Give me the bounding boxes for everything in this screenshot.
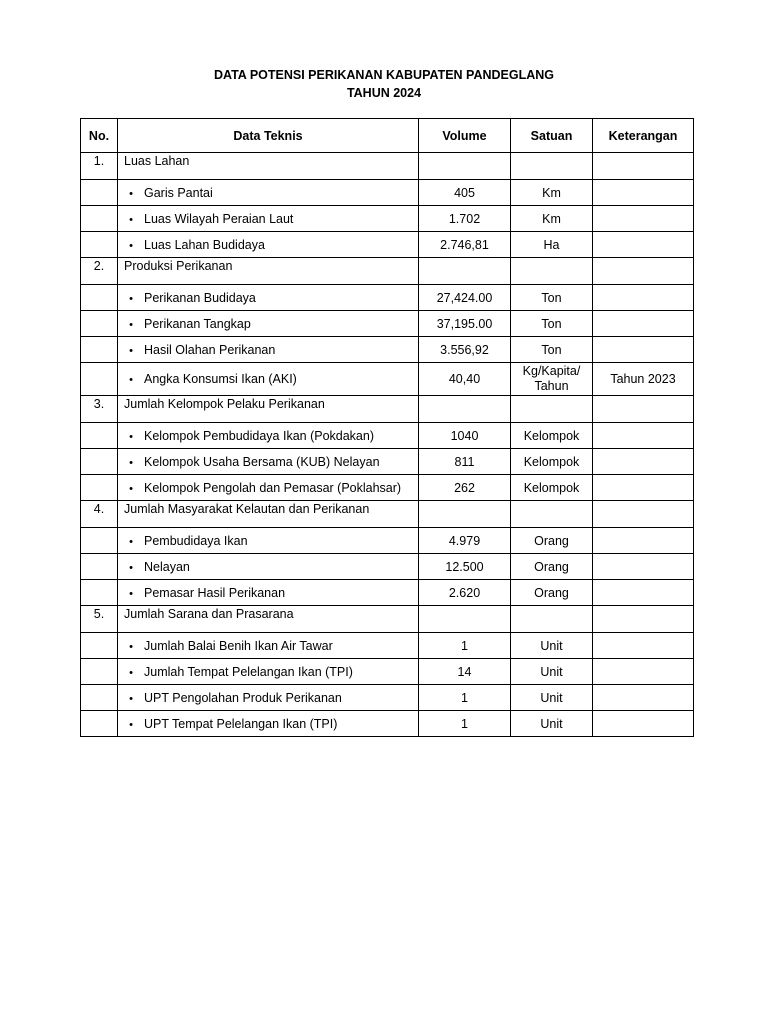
empty-cell (593, 258, 694, 285)
item-note (593, 423, 694, 449)
item-volume: 811 (419, 449, 511, 475)
item-unit: Orang (511, 554, 593, 580)
item-volume: 4.979 (419, 528, 511, 554)
item-note (593, 180, 694, 206)
fisheries-data-table (80, 118, 694, 737)
item-cell (118, 659, 419, 685)
item-label: Pemasar Hasil Perikanan (144, 585, 286, 600)
item-label: Jumlah Balai Benih Ikan Air Tawar (144, 638, 333, 653)
item-note (593, 337, 694, 363)
empty-cell (511, 501, 593, 528)
table-row (81, 685, 694, 711)
empty-cell (593, 606, 694, 633)
bullet-icon: • (129, 456, 133, 469)
item-note (593, 449, 694, 475)
item-note (593, 659, 694, 685)
bullet-icon: • (129, 692, 133, 705)
item-unit: Ton (511, 337, 593, 363)
item-cell (118, 633, 419, 659)
empty-cell (81, 232, 118, 258)
item-unit: Unit (511, 711, 593, 737)
item-unit: Ton (511, 311, 593, 337)
empty-cell (511, 153, 593, 180)
empty-cell (419, 501, 511, 528)
table-row (81, 180, 694, 206)
item-unit: Kelompok (511, 475, 593, 501)
item-note (593, 711, 694, 737)
bullet-icon: • (129, 640, 133, 653)
item-volume: 1 (419, 685, 511, 711)
item-volume: 37,195.00 (419, 311, 511, 337)
bullet-icon: • (129, 239, 133, 252)
empty-cell (81, 580, 118, 606)
table-row (81, 206, 694, 232)
table-row (81, 580, 694, 606)
section-number: 3. (81, 396, 118, 423)
section-row (81, 153, 694, 180)
item-cell (118, 475, 419, 501)
item-volume: 2.746,81 (419, 232, 511, 258)
item-volume: 14 (419, 659, 511, 685)
item-cell (118, 363, 419, 396)
section-row (81, 501, 694, 528)
empty-cell (81, 475, 118, 501)
header-volume: Volume (419, 119, 511, 153)
table-row (81, 711, 694, 737)
item-note (593, 232, 694, 258)
item-volume: 1 (419, 711, 511, 737)
empty-cell (81, 685, 118, 711)
item-unit: Unit (511, 659, 593, 685)
empty-cell (593, 501, 694, 528)
section-name: Produksi Perikanan (118, 258, 419, 285)
header-no: No. (81, 119, 118, 153)
item-volume: 2.620 (419, 580, 511, 606)
bullet-icon: • (129, 213, 133, 226)
table-row (81, 554, 694, 580)
empty-cell (81, 311, 118, 337)
table-row (81, 659, 694, 685)
item-unit: Orang (511, 528, 593, 554)
item-unit: Km (511, 180, 593, 206)
item-volume: 27,424.00 (419, 285, 511, 311)
section-name: Jumlah Sarana dan Prasarana (118, 606, 419, 633)
item-label: Hasil Olahan Perikanan (144, 342, 276, 357)
table-row (81, 633, 694, 659)
empty-cell (81, 363, 118, 396)
empty-cell (81, 180, 118, 206)
bullet-icon: • (129, 430, 133, 443)
item-label: Luas Wilayah Peraian Laut (144, 211, 294, 226)
bullet-icon: • (129, 187, 133, 200)
item-label: Perikanan Budidaya (144, 290, 256, 305)
table-row (81, 363, 694, 396)
section-number: 1. (81, 153, 118, 180)
document-title: DATA POTENSI PERIKANAN KABUPATEN PANDEGLANG (213, 68, 555, 82)
empty-cell (81, 206, 118, 232)
item-cell (118, 554, 419, 580)
bullet-icon: • (129, 318, 133, 331)
item-cell (118, 285, 419, 311)
item-cell (118, 311, 419, 337)
item-unit: Km (511, 206, 593, 232)
table-row (81, 337, 694, 363)
empty-cell (593, 153, 694, 180)
table-row (81, 449, 694, 475)
item-label: Perikanan Tangkap (144, 316, 251, 331)
item-cell (118, 206, 419, 232)
table-row (81, 423, 694, 449)
table-row (81, 285, 694, 311)
item-label: Luas Lahan Budidaya (144, 237, 265, 252)
item-label: UPT Tempat Pelelangan Ikan (TPI) (144, 716, 338, 731)
item-volume: 1040 (419, 423, 511, 449)
item-cell (118, 232, 419, 258)
item-label: Kelompok Pengolah dan Pemasar (Poklahsar) (144, 480, 402, 495)
empty-cell (419, 153, 511, 180)
item-unit: Kelompok (511, 423, 593, 449)
item-cell (118, 423, 419, 449)
bullet-icon: • (129, 344, 133, 357)
section-name: Jumlah Masyarakat Kelautan dan Perikanan (118, 501, 419, 528)
item-unit: Kg/Kapita/ Tahun (511, 363, 593, 396)
table-row (81, 232, 694, 258)
table-row (81, 311, 694, 337)
section-number: 5. (81, 606, 118, 633)
item-unit: Ton (511, 285, 593, 311)
empty-cell (81, 337, 118, 363)
empty-cell (511, 396, 593, 423)
section-name: Luas Lahan (118, 153, 419, 180)
section-number: 2. (81, 258, 118, 285)
section-row (81, 396, 694, 423)
empty-cell (593, 396, 694, 423)
item-label: Kelompok Usaha Bersama (KUB) Nelayan (144, 454, 380, 469)
section-row (81, 258, 694, 285)
item-unit: Kelompok (511, 449, 593, 475)
empty-cell (511, 258, 593, 285)
item-label: Nelayan (144, 559, 190, 574)
item-unit: Orang (511, 580, 593, 606)
bullet-icon: • (129, 561, 133, 574)
bullet-icon: • (129, 535, 133, 548)
empty-cell (81, 449, 118, 475)
empty-cell (419, 258, 511, 285)
item-label: Angka Konsumsi Ikan (AKI) (144, 372, 297, 386)
empty-cell (81, 633, 118, 659)
header-keterangan: Keterangan (593, 119, 694, 153)
item-label: Jumlah Tempat Pelelangan Ikan (TPI) (144, 664, 353, 679)
item-note (593, 633, 694, 659)
empty-cell (81, 423, 118, 449)
item-label: Pembudidaya Ikan (144, 533, 248, 548)
item-volume: 12.500 (419, 554, 511, 580)
item-unit: Ha (511, 232, 593, 258)
item-unit: Unit (511, 685, 593, 711)
empty-cell (81, 711, 118, 737)
item-note (593, 528, 694, 554)
empty-cell (81, 554, 118, 580)
item-note (593, 554, 694, 580)
section-name: Jumlah Kelompok Pelaku Perikanan (118, 396, 419, 423)
item-volume: 40,40 (419, 363, 511, 396)
item-note: Tahun 2023 (593, 363, 694, 396)
empty-cell (419, 606, 511, 633)
bullet-icon: • (129, 292, 133, 305)
bullet-icon: • (129, 718, 133, 731)
bullet-icon: • (129, 587, 133, 600)
section-number: 4. (81, 501, 118, 528)
item-cell (118, 528, 419, 554)
item-volume: 1 (419, 633, 511, 659)
item-label: Garis Pantai (144, 185, 213, 200)
bullet-icon: • (129, 374, 133, 386)
item-note (593, 311, 694, 337)
empty-cell (81, 285, 118, 311)
section-row (81, 606, 694, 633)
item-unit: Unit (511, 633, 593, 659)
item-cell (118, 449, 419, 475)
table-body (81, 153, 694, 737)
item-note (593, 206, 694, 232)
item-cell (118, 337, 419, 363)
item-cell (118, 685, 419, 711)
item-cell (118, 180, 419, 206)
table-row (81, 528, 694, 554)
item-volume: 262 (419, 475, 511, 501)
empty-cell (81, 659, 118, 685)
empty-cell (419, 396, 511, 423)
item-volume: 3.556,92 (419, 337, 511, 363)
header-data-teknis: Data Teknis (118, 119, 419, 153)
item-volume: 1.702 (419, 206, 511, 232)
item-cell (118, 711, 419, 737)
item-volume: 405 (419, 180, 511, 206)
item-cell (118, 580, 419, 606)
table-row (81, 475, 694, 501)
item-label: Kelompok Pembudidaya Ikan (Pokdakan) (144, 428, 374, 443)
empty-cell (81, 528, 118, 554)
item-note (593, 285, 694, 311)
bullet-icon: • (129, 482, 133, 495)
table-header-row (81, 119, 694, 153)
document-year: TAHUN 2024 (346, 86, 422, 100)
item-note (593, 580, 694, 606)
item-note (593, 685, 694, 711)
bullet-icon: • (129, 666, 133, 679)
header-satuan: Satuan (511, 119, 593, 153)
item-note (593, 475, 694, 501)
empty-cell (511, 606, 593, 633)
item-label: UPT Pengolahan Produk Perikanan (144, 690, 342, 705)
